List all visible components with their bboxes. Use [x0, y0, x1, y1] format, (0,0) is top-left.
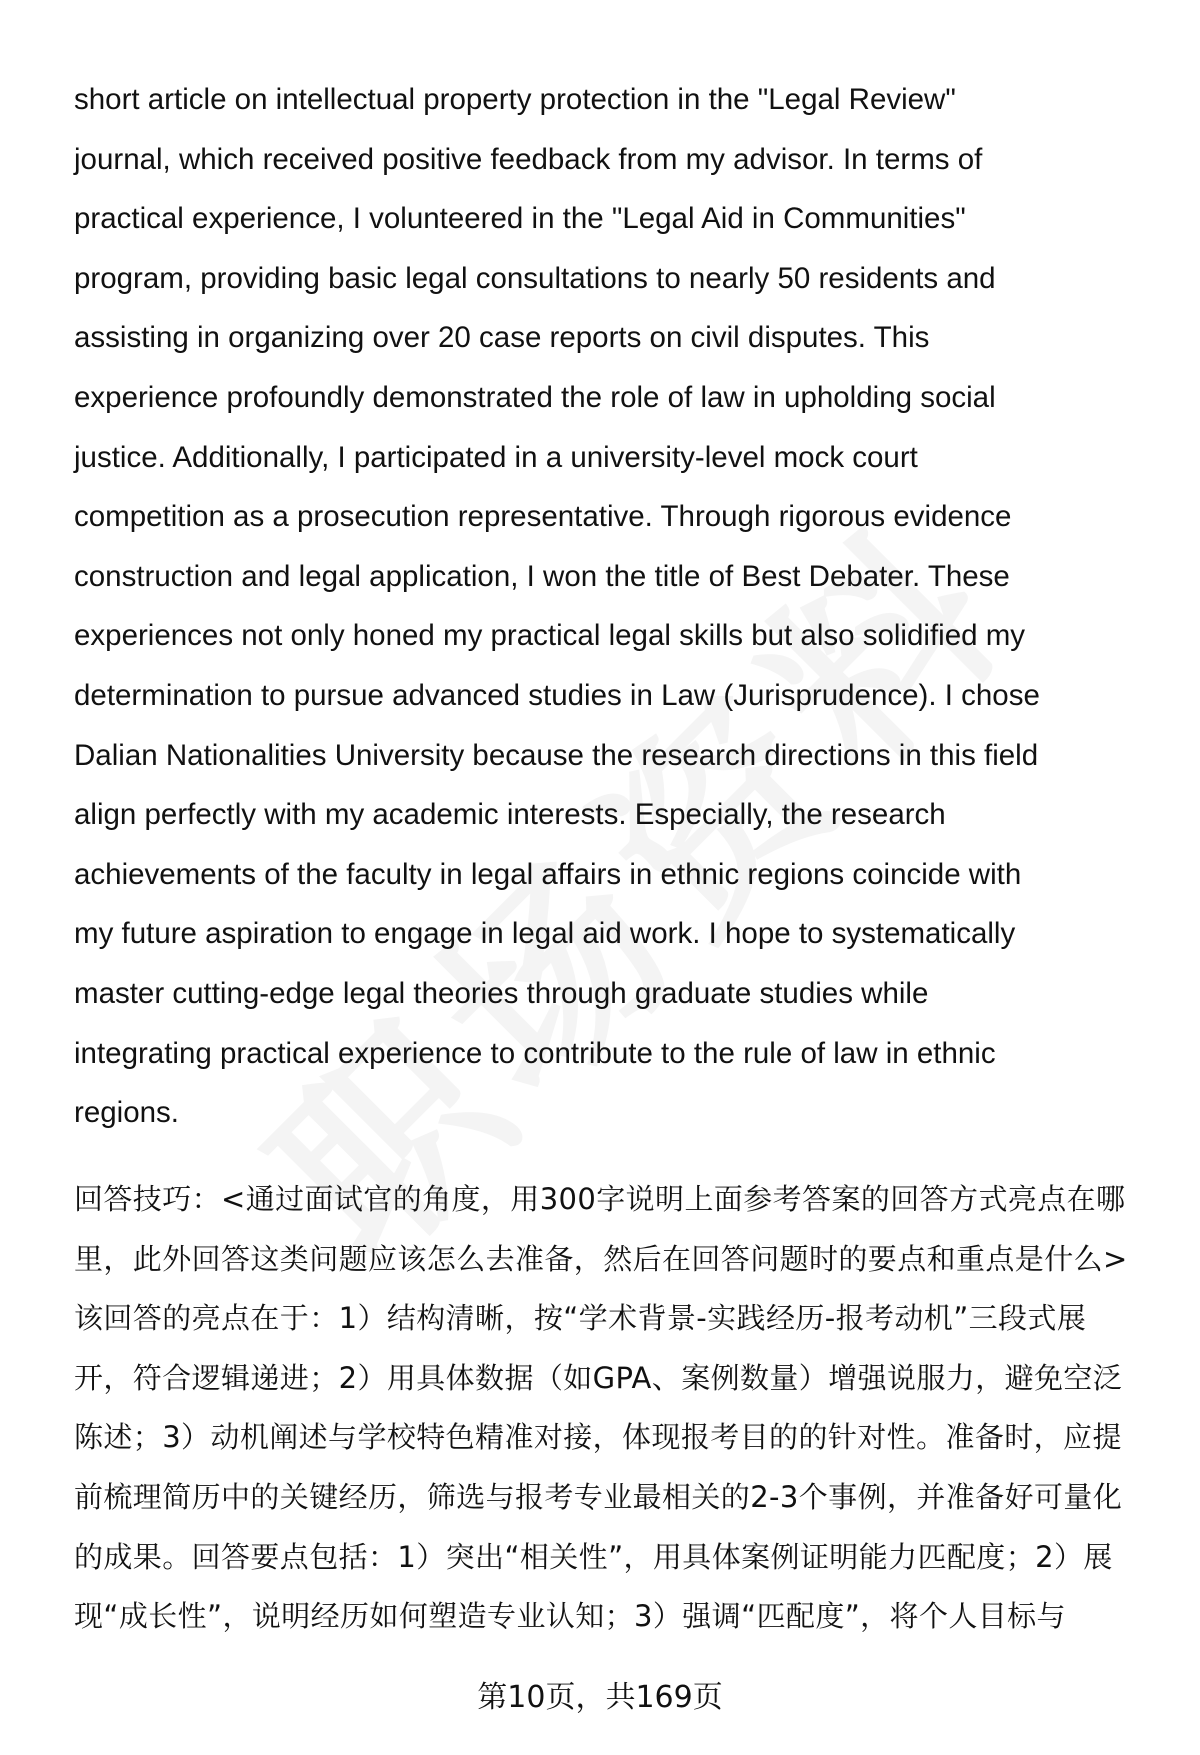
text-line: experiences not only honed my practical legal skills but also solidified my	[74, 619, 1026, 653]
text-line: align perfectly with my academic interests. Especially, the research	[74, 798, 946, 832]
text-line: justice. Additionally, I participated in a university-level mock court	[74, 440, 918, 474]
text-line: 里，此外回答这类问题应该怎么去准备，然后在回答问题时的要点和重点是什么>	[74, 1241, 1128, 1276]
text-line: 的成果。回答要点包括：1）突出“相关性”，用具体案例证明能力匹配度；2）展	[74, 1539, 1113, 1574]
text-line: 陈述；3）动机阐述与学校特色精准对接，体现报考目的的针对性。准备时，应提	[74, 1420, 1122, 1455]
text-line: short article on intellectual property protection in the "Legal Review"	[74, 83, 956, 116]
text-line: experience profoundly demonstrated the role of law in upholding social	[74, 380, 996, 414]
text-line: Dalian Nationalities University because the research directions in this field	[74, 738, 1039, 772]
text-line: 回答技巧：<通过面试官的角度，用300字说明上面参考答案的回答方式亮点在哪	[74, 1182, 1126, 1216]
text-line: 前梳理简历中的关键经历，筛选与报考专业最相关的2-3个事例，并准备好可量化	[74, 1479, 1123, 1514]
page-indicator: 第10页，共169页	[477, 1680, 723, 1715]
text-line: 现“成长性”，说明经历如何塑造专业认知；3）强调“匹配度”，将个人目标与	[74, 1599, 1066, 1634]
text-line: integrating practical experience to contribute to the rule of law in ethnic	[74, 1036, 996, 1070]
text-line: program, providing basic legal consultations to nearly 50 residents and	[74, 261, 996, 295]
reference-answer-paragraph	[74, 70, 1134, 1143]
text-line: 该回答的亮点在于：1）结构清晰，按“学术背景-实践经历-报考动机”三段式展	[74, 1301, 1087, 1336]
text-line: achievements of the faculty in legal affairs in ethnic regions coincide with	[74, 857, 1022, 891]
text-line: determination to pursue advanced studies in Law (Jurisprudence). I chose	[74, 678, 1040, 712]
answer-tips-paragraph	[74, 1170, 1154, 1647]
text-line: master cutting-edge legal theories through graduate studies while	[74, 976, 929, 1010]
text-line: 开，符合逻辑递进；2）用具体数据（如GPA、案例数量）增强说服力，避免空泛	[74, 1360, 1123, 1395]
text-line: construction and legal application, I won the title of Best Debater. These	[74, 559, 1010, 593]
text-line: practical experience, I volunteered in the "Legal Aid in Communities"	[74, 202, 966, 236]
text-line: journal, which received positive feedback from my advisor. In terms of	[74, 142, 983, 176]
text-line: competition as a prosecution representative. Through rigorous evidence	[74, 500, 1012, 534]
text-line: assisting in organizing over 20 case reports on civil disputes. This	[74, 321, 930, 355]
text-line: regions.	[74, 1096, 179, 1130]
text-line: my future aspiration to engage in legal aid work. I hope to systematically	[74, 917, 1016, 951]
